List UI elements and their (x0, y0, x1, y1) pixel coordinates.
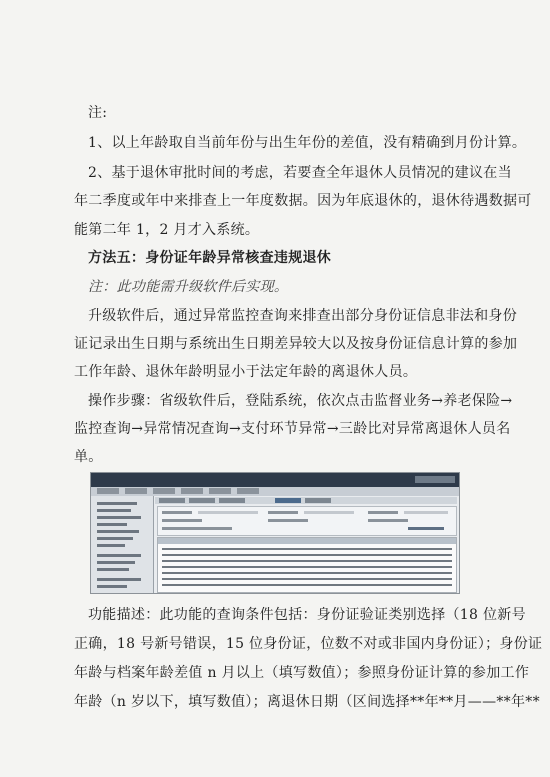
screenshot-query-form (157, 506, 457, 536)
method5-heading: 方法五：身份证年龄异常核查违规退休 (88, 250, 332, 266)
function-description-line-3: 年龄与档案年龄差值 n 月以上（填写数值）；参照身份证计算的参加工作 (74, 665, 530, 681)
paragraph-1-line-3: 工作年龄、退休年龄明显小于法定年龄的离退休人员。 (74, 364, 418, 380)
paragraph-1-line-2: 证记录出生日期与系统出生日期差异较大以及按身份证信息计算的参加 (74, 336, 518, 352)
screenshot-result-table (157, 537, 457, 593)
screenshot-tabs (155, 497, 457, 504)
paragraph-1-line-1: 升级软件后，通过异常监控查询来排查出部分身份证信息非法和身份 (88, 308, 517, 324)
function-description-line-1: 功能描述：此功能的查询条件包括：身份证验证类别选择（18 位新号 (88, 607, 526, 623)
screenshot-menu-bar (91, 487, 459, 496)
steps-line-1: 操作步骤：省级软件后，登陆系统，依次点击监督业务→养老保险→ (88, 393, 513, 409)
screenshot-title-bar (91, 473, 459, 487)
steps-line-2: 监控查询→异常情况查询→支付环节异常→三龄比对异常离退休人员名 (74, 421, 511, 437)
note-item-2-line-2: 年二季度或年中来排查上一年度数据。因为年底退休的，退休待遇数据可 (74, 193, 532, 209)
method5-note: 注：此功能需升级软件后实现。 (88, 279, 289, 295)
note-item-2-line-1: 2、基于退休审批时间的考虑，若要查全年退休人员情况的建议在当 (88, 165, 512, 181)
function-description-line-4: 年龄（n 岁以下，填写数值）；离退休日期（区间选择**年**月——**年** (74, 694, 540, 710)
screenshot-sidebar (91, 496, 154, 593)
function-description-line-2: 正确，18 号新号错误，15 位身份证，位数不对或非国内身份证）；身份证 (74, 636, 543, 652)
embedded-software-screenshot (90, 472, 460, 594)
note-item-2-line-3: 能第二年 1，2 月才入系统。 (74, 222, 260, 238)
note-item-1: 1、以上年龄取自当前年份与出生年份的差值，没有精确到月份计算。 (88, 135, 527, 151)
steps-line-3: 单。 (74, 449, 103, 465)
note-label: 注: (88, 105, 108, 121)
